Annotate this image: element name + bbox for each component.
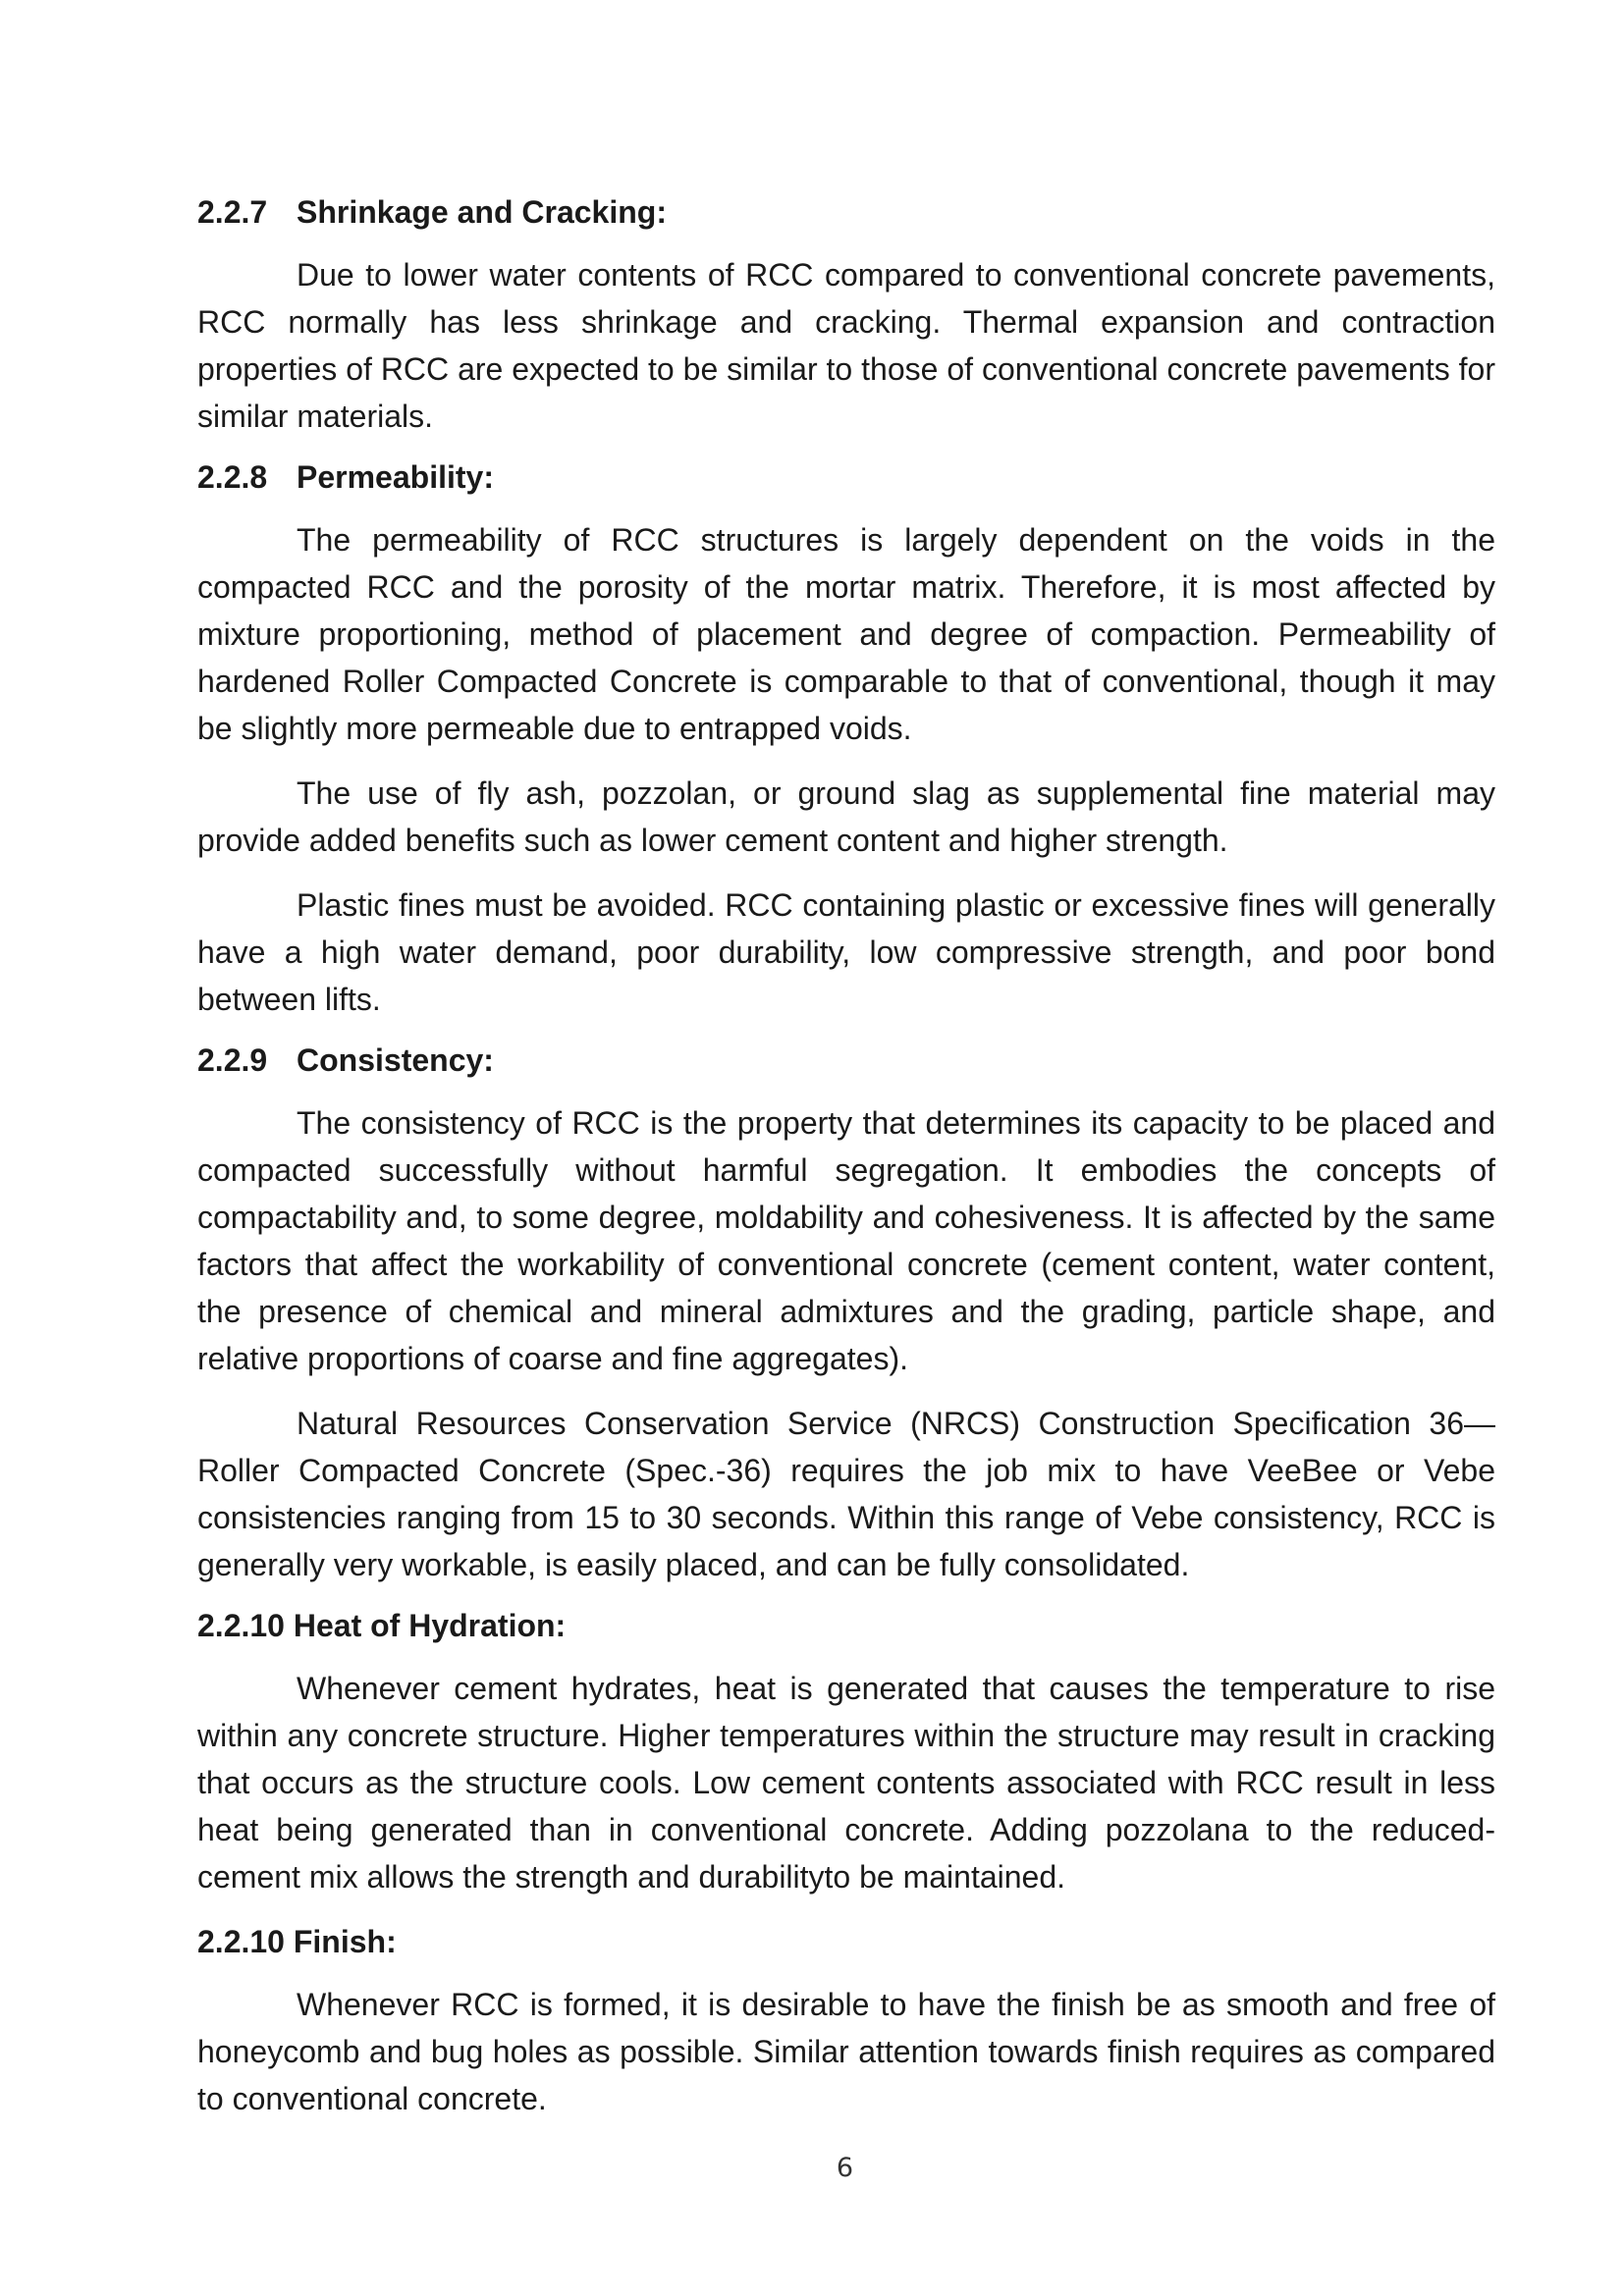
- document-page: [197, 192, 1495, 2140]
- paragraph: Plastic fines must be avoided. RCC containing plastic or excessive fines will generally have a high water demand, poor durability, low compressive strength, and poor bond between lifts.: [197, 887, 1495, 1017]
- section-number: 2.2.10: [197, 1924, 285, 1959]
- paragraph: Whenever RCC is formed, it is desirable to have the finish be as smooth and free of honeycomb and bug holes as possible. Similar attention towards finish requires as compared to conventional concrete.: [197, 1987, 1495, 2116]
- section-title: Permeability:: [297, 459, 494, 495]
- paragraph: Whenever cement hydrates, heat is generated that causes the temperature to rise within any concrete structure. Higher temperatures within the structure may result in cracking that occurs as the structure cools. Low cement contents associated with RCC result in less heat being generated than in conventional concrete. Adding pozzolana to the reduced-cement mix allows the strength and durabilityto be maintained.: [197, 1671, 1495, 1895]
- section-title: Heat of Hydration:: [293, 1608, 567, 1643]
- paragraph: The use of fly ash, pozzolan, or ground slag as supplemental fine material may provide added benefits such as lower cement content and higher strength.: [197, 775, 1495, 858]
- paragraph: Natural Resources Conservation Service (NRCS) Construction Specification 36—Roller Compacted Concrete (Spec.-36) requires the job mix to have VeeBee or Vebe consistencies ranging from 15 to 30 seconds. Within this range of Vebe consistency, RCC is generally very workable, is easily placed, and can be fully consolidated.: [197, 1406, 1495, 1582]
- paragraph: Due to lower water contents of RCC compared to conventional concrete pavements, RCC normally has less shrinkage and cracking. Thermal expansion and contraction properties of RCC are expected to be similar to those of conventional concrete pavements for similar materials.: [197, 257, 1495, 434]
- section-title: Consistency:: [297, 1042, 494, 1078]
- section-title: Shrinkage and Cracking:: [297, 194, 667, 230]
- section-heading-heat-of-hydration: [197, 1606, 1495, 1645]
- section-number: 2.2.8: [197, 459, 268, 495]
- section-heading-permeability: [197, 457, 1495, 497]
- page-number: 6: [836, 2153, 854, 2183]
- paragraph: The permeability of RCC structures is largely dependent on the voids in the compacted RCC and the porosity of the mortar matrix. Therefore, it is most affected by mixture proportioning, method of placement and degree of compaction. Permeability of hardened Roller Compacted Concrete is comparable to that of conventional, though it may be slightly more permeable due to entrapped voids.: [197, 522, 1495, 746]
- section-heading-shrinkage: [197, 192, 1495, 232]
- section-title: Finish:: [293, 1924, 397, 1959]
- section-number: 2.2.9: [197, 1042, 268, 1078]
- section-number: 2.2.7: [197, 194, 268, 230]
- section-heading-finish: [197, 1922, 1495, 1961]
- paragraph: The consistency of RCC is the property that determines its capacity to be placed and compacted successfully without harmful segregation. It embodies the concepts of compactability and, to some degree, moldability and cohesiveness. It is affected by the same factors that affect the workability of conventional concrete (cement content, water content, the presence of chemical and mineral admixtures and the grading, particle shape, and relative proportions of coarse and fine aggregates).: [197, 1105, 1495, 1376]
- section-number: 2.2.10: [197, 1608, 285, 1643]
- section-heading-consistency: [197, 1041, 1495, 1080]
